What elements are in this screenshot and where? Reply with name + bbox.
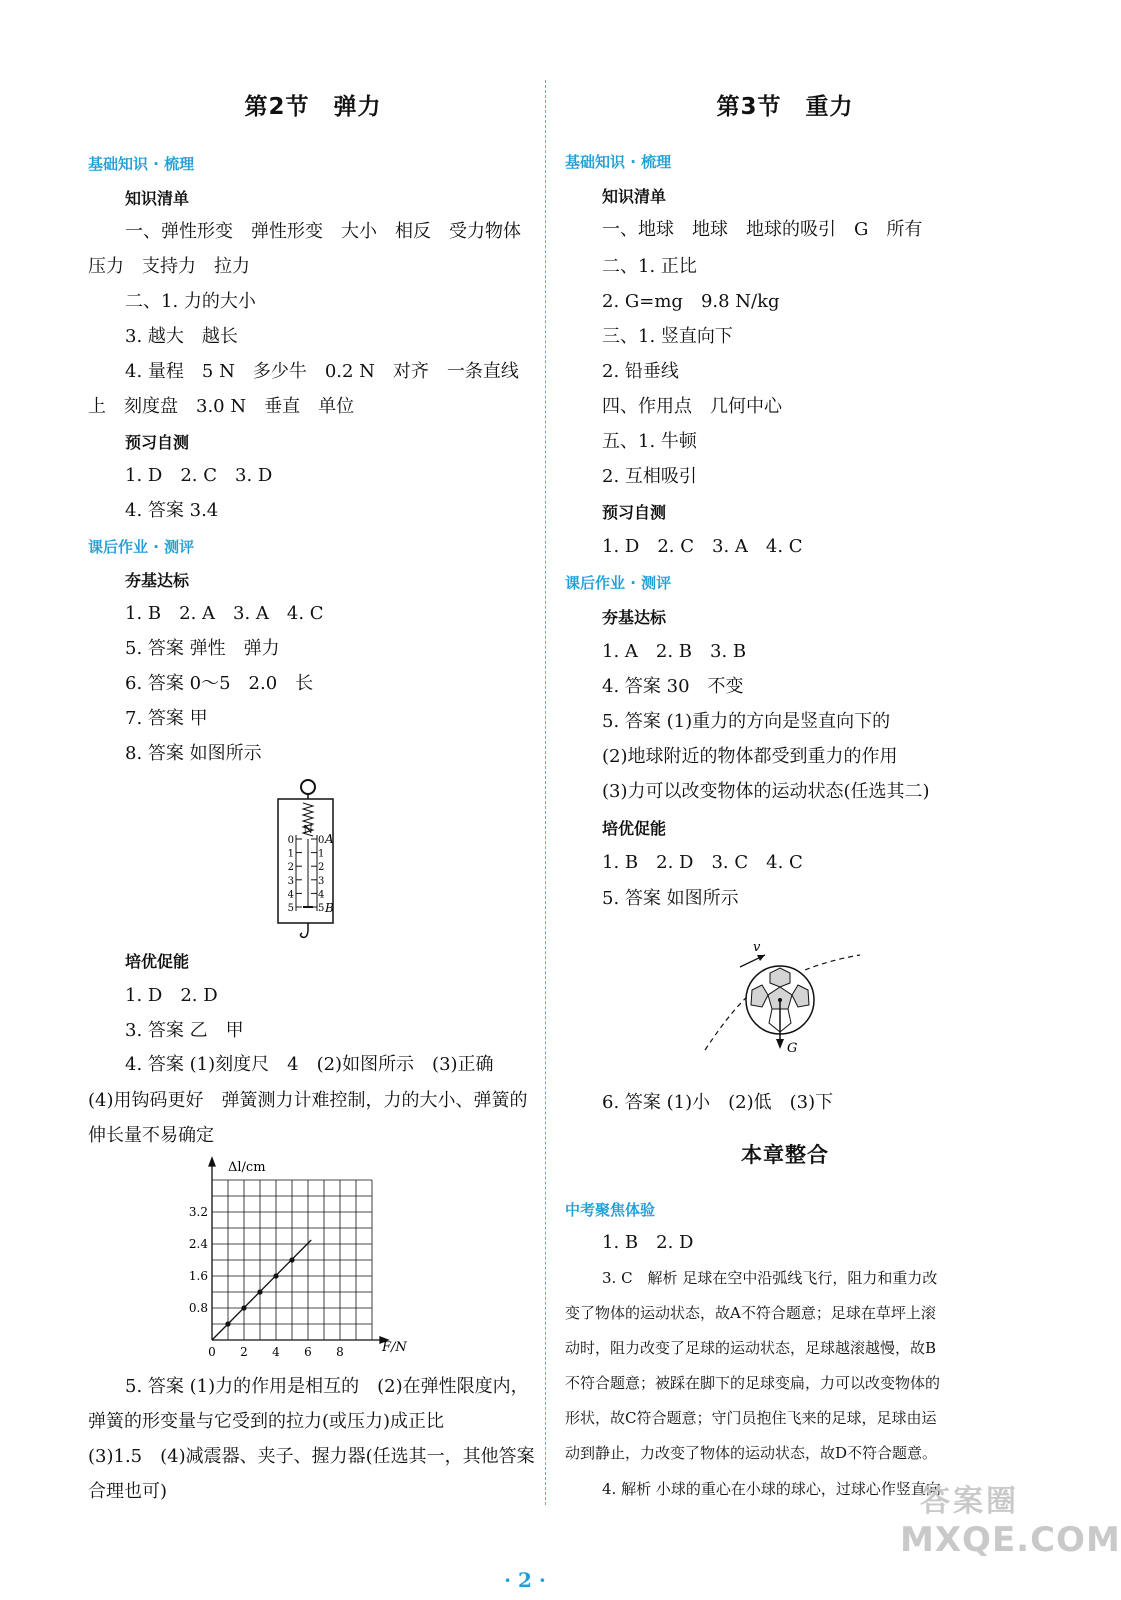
answer-line: 不符合题意；被踩在脚下的足球变扁，力可以改变物体的	[565, 1374, 941, 1392]
point-label-a: A	[325, 832, 334, 846]
unit-label: N	[303, 823, 313, 836]
heading-basic-knowledge: 基础知识 · 梳理	[88, 155, 195, 173]
point-label-b: B	[325, 901, 334, 915]
answer-line: 1. D 2. D	[125, 985, 218, 1006]
watermark-text: 答案圈	[920, 1484, 1019, 1519]
x-tick-label: 2	[240, 1345, 248, 1359]
x-axis-label: F/N	[382, 1340, 407, 1355]
answer-line: 动时，阻力改变了足球的运动状态，足球越滚越慢，故B	[565, 1339, 937, 1357]
answer-line: 二、1. 正比	[602, 256, 697, 277]
answer-line: 7. 答案 甲	[125, 708, 208, 729]
tick-label: 2	[287, 862, 294, 874]
answer-line: 1. B 2. D	[602, 1232, 694, 1253]
answer-line: 一、地球 地球 地球的吸引 G 所有	[602, 219, 923, 240]
chapter-summary-title: 本章整合	[741, 1143, 829, 1167]
answer-line: 四、作用点 几何中心	[602, 396, 782, 417]
tick-label: 5	[287, 903, 294, 914]
heading-advanced: 培优促能	[602, 819, 667, 838]
answer-line: 1. A 2. B 3. B	[602, 641, 747, 662]
data-point	[289, 1257, 294, 1262]
answer-line: 5. 答案 如图所示	[602, 888, 739, 909]
column-divider	[545, 80, 546, 1505]
answer-line: (2)地球附近的物体都受到重力的作用	[602, 746, 898, 767]
tick-label: 5	[318, 903, 325, 914]
tick-label: 4	[318, 889, 325, 901]
answer-line: 4. 答案 (1)刻度尺 4 (2)如图所示 (3)正确	[125, 1054, 494, 1075]
tick-label: 3	[287, 875, 294, 887]
answer-line: 2. G=mg 9.8 N/kg	[602, 291, 780, 312]
y-tick-label: 2.4	[188, 1237, 208, 1251]
answer-line: 二、1. 力的大小	[125, 291, 256, 312]
elongation-force-graph	[188, 1155, 418, 1365]
data-point	[225, 1321, 230, 1326]
velocity-label: v	[753, 940, 761, 955]
tick-label: 1	[318, 848, 325, 860]
answer-line: 8. 答案 如图所示	[125, 743, 262, 764]
answer-line: (3)力可以改变物体的运动状态(任选其二)	[602, 781, 930, 802]
answer-line: 弹簧的形变量与它受到的拉力(或压力)成正比	[88, 1411, 445, 1432]
answer-line: (3)1.5 (4)减震器、夹子、握力器(任选其一，其他答案	[88, 1446, 535, 1467]
answer-line: 1. D 2. C 3. A 4. C	[602, 536, 803, 557]
heading-knowledge-list: 知识清单	[125, 189, 190, 208]
x-tick-label: 6	[304, 1345, 312, 1359]
answer-line: 4. 量程 5 N 多少牛 0.2 N 对齐 一条直线	[125, 361, 519, 382]
answer-line: 2. 铅垂线	[602, 361, 679, 382]
answer-line: 3. C 解析 足球在空中沿弧线飞行，阻力和重力改	[602, 1269, 938, 1287]
answer-line: 1. B 2. D 3. C 4. C	[602, 852, 803, 873]
answer-line: 压力 支持力 拉力	[88, 256, 250, 277]
data-point	[273, 1273, 278, 1278]
watermark-logo	[900, 1476, 1121, 1560]
heading-advanced: 培优促能	[125, 952, 190, 971]
answer-line: 五、1. 牛顿	[602, 431, 697, 452]
tick-label: 2	[318, 862, 325, 874]
y-axis-label: Δl/cm	[228, 1160, 266, 1175]
watermark-url: MXQE.COM	[900, 1520, 1121, 1560]
y-tick-label: 1.6	[188, 1269, 208, 1283]
answer-line: 2. 互相吸引	[602, 466, 697, 487]
answer-line: (4)用钩码更好 弹簧测力计难控制，力的大小、弹簧的	[88, 1090, 528, 1111]
x-tick-label: 4	[272, 1345, 280, 1359]
section-title-elastic-force: 第2节 弹力	[244, 94, 382, 120]
answer-line: 伸长量不易确定	[88, 1125, 214, 1146]
answer-line: 合理也可)	[88, 1481, 168, 1502]
answer-line: 6. 答案 0～5 2.0 长	[125, 673, 314, 694]
heading-knowledge-list: 知识清单	[602, 187, 667, 206]
answer-line: 5. 答案 (1)重力的方向是竖直向下的	[602, 711, 891, 732]
heading-foundation: 夯基达标	[602, 608, 667, 627]
tick-label: 3	[318, 875, 325, 887]
answer-line: 三、1. 竖直向下	[602, 326, 733, 347]
answer-line: 3. 越大 越长	[125, 326, 238, 347]
soccer-ball-figure	[695, 935, 865, 1065]
answer-line: 4. 解析 小球的重心在小球的球心，过球心作竖直向	[602, 1480, 941, 1498]
data-point	[257, 1289, 262, 1294]
answer-line: 上 刻度盘 3.0 N 垂直 单位	[88, 396, 355, 417]
answer-line: 1. D 2. C 3. D	[125, 465, 273, 486]
answer-line: 1. B 2. A 3. A 4. C	[125, 603, 324, 624]
answer-line: 形状，故C符合题意；守门员抱住飞来的足球，足球由运	[565, 1409, 937, 1427]
answer-line: 一、弹性形变 弹性形变 大小 相反 受力物体	[125, 221, 521, 242]
heading-basic-knowledge: 基础知识 · 梳理	[565, 153, 672, 171]
heading-foundation: 夯基达标	[125, 571, 190, 590]
heading-preview-test: 预习自测	[125, 433, 190, 452]
data-point	[241, 1305, 246, 1310]
page-number: · 2 ·	[504, 1568, 546, 1592]
answer-line: 动到静止，力改变了物体的运动状态，故D不符合题意。	[565, 1444, 938, 1462]
answer-line: 变了物体的运动状态，故A不符合题意；足球在草坪上滚	[565, 1304, 936, 1322]
answer-line: 3. 答案 乙 甲	[125, 1020, 244, 1041]
tick-label: 0	[287, 835, 294, 846]
y-tick-label: 3.2	[188, 1205, 208, 1219]
heading-homework: 课后作业 · 测评	[565, 574, 672, 592]
answer-line: 4. 答案 3.4	[125, 500, 219, 521]
tick-label: 0	[318, 835, 325, 846]
answer-line: 6. 答案 (1)小 (2)低 (3)下	[602, 1092, 834, 1113]
x-tick-label: 8	[336, 1345, 344, 1359]
tick-label: 4	[287, 889, 294, 901]
answer-line: 5. 答案 弹性 弹力	[125, 638, 280, 659]
y-tick-label: 0.8	[188, 1301, 208, 1315]
y-axis-arrow	[209, 1158, 215, 1166]
gravity-label: G	[787, 1041, 798, 1056]
answer-line: 4. 答案 30 不变	[602, 676, 744, 697]
x-tick-label: 0	[208, 1345, 216, 1359]
answer-line: 5. 答案 (1)力的作用是相互的 (2)在弹性限度内，	[125, 1376, 529, 1397]
section-title-gravity: 第3节 重力	[716, 94, 854, 120]
heading-exam-focus: 中考聚焦体验	[565, 1201, 656, 1219]
tick-label: 1	[287, 848, 294, 860]
spring-scale-figure	[273, 775, 353, 945]
heading-preview-test: 预习自测	[602, 503, 667, 522]
heading-homework: 课后作业 · 测评	[88, 538, 195, 556]
